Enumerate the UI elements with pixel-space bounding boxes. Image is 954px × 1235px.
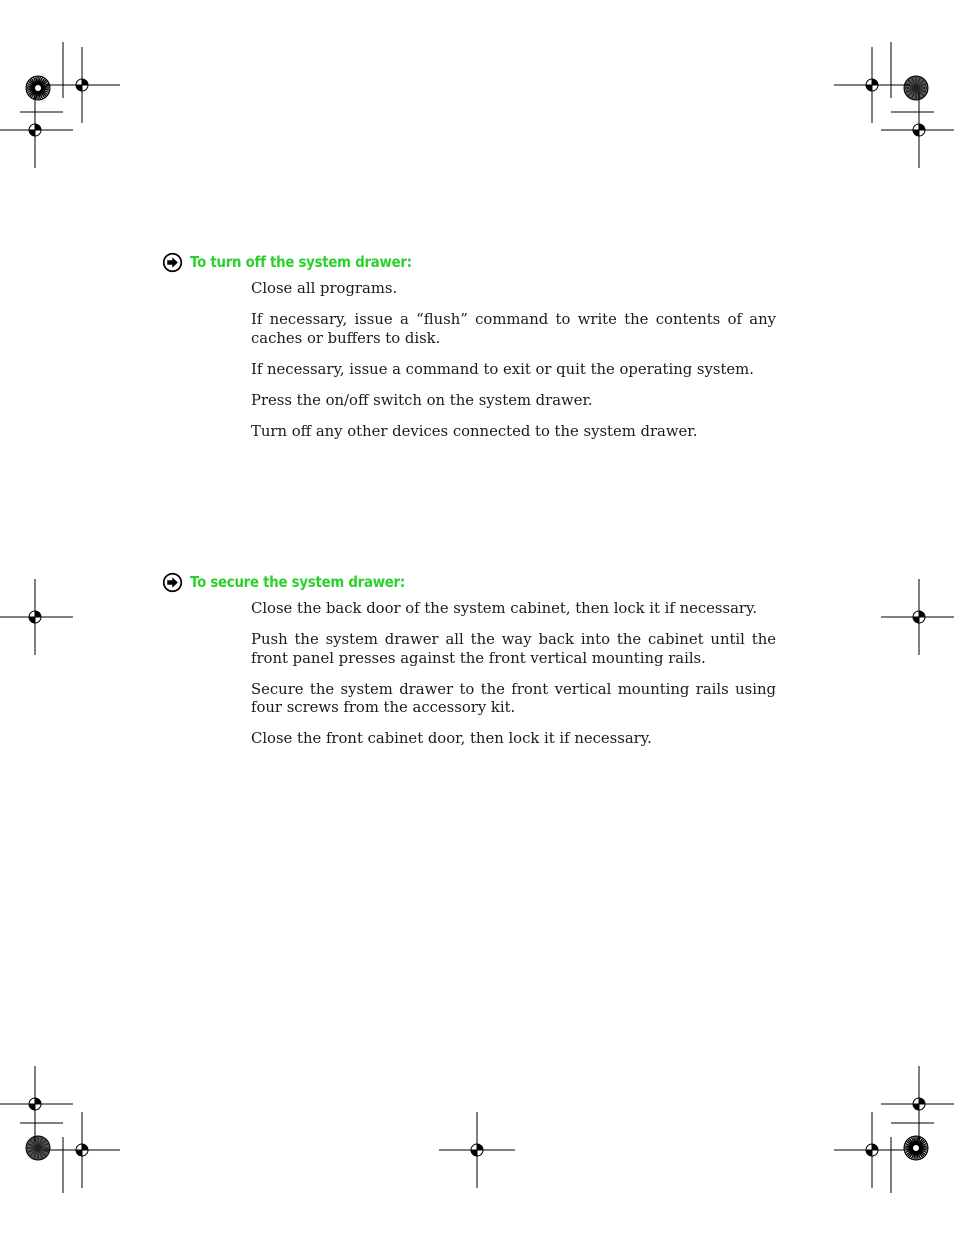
procedure-step: Secure the system drawer to the front vertical mounting rails using four screws from the accessory kit. (251, 680, 776, 716)
procedure-heading (162, 252, 782, 272)
procedure-step: Push the system drawer all the way back into the cabinet until the front panel presses against the front vertical mounting rails. (251, 631, 776, 667)
starburst-target-icon (26, 1136, 50, 1160)
arrow-circle-right-icon (162, 252, 183, 273)
registration-mark-icon (0, 92, 73, 168)
starburst-target-icon (904, 76, 928, 100)
procedure-step: Close the back door of the system cabinet, then lock it if necessary. (251, 600, 758, 617)
starburst-target-icon (26, 76, 50, 100)
procedure-secure (162, 572, 782, 749)
registration-mark-icon (0, 579, 73, 655)
procedure-steps (251, 280, 776, 441)
procedure-step: If necessary, issue a command to exit or quit the operating system. (251, 360, 754, 378)
procedure-heading-text: To turn off the system drawer: (190, 253, 412, 271)
procedure-step: Close all programs. (251, 280, 398, 297)
procedure-step: Turn off any other devices connected to the system drawer. (251, 422, 698, 440)
procedure-turn-off (162, 252, 782, 441)
registration-mark-icon (881, 1066, 954, 1142)
registration-mark-icon (439, 1112, 515, 1188)
procedure-steps (251, 600, 776, 749)
registration-mark-icon (881, 579, 954, 655)
arrow-circle-right-icon (162, 572, 183, 593)
registration-mark-icon (881, 92, 954, 168)
procedure-heading-text: To secure the system drawer: (190, 573, 405, 591)
procedure-heading (162, 572, 782, 592)
procedure-step: If necessary, issue a “flush” command to write the contents of any caches or buffers to disk. (251, 311, 776, 347)
registration-mark-icon (0, 1066, 73, 1142)
starburst-target-icon (904, 1136, 928, 1160)
procedure-step: Press the on/off switch on the system drawer. (251, 391, 593, 409)
procedure-step: Close the front cabinet door, then lock it if necessary. (251, 730, 652, 747)
